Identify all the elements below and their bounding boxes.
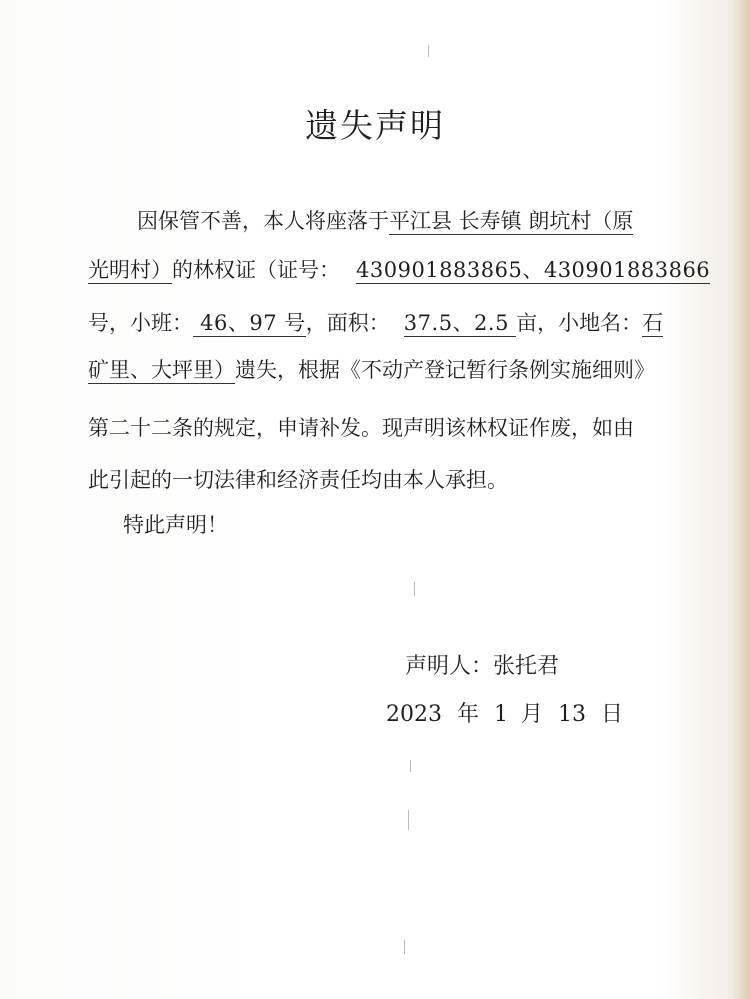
fold-mark xyxy=(414,582,415,596)
body-text: 第二十二条的规定，申请补发。现声明该林权证作废，如由 xyxy=(88,416,634,440)
body-line-2 xyxy=(88,255,710,285)
date-month-unit: 月 xyxy=(521,702,544,727)
body-text: 号，小班： xyxy=(88,311,193,335)
area-values: 37.5、2.5 xyxy=(403,311,517,335)
underlined-location: 平江县 长寿镇 朗坑村（原 xyxy=(389,209,634,233)
body-text: ，面积： xyxy=(305,311,390,335)
body-text: 的林权证（证号： xyxy=(172,258,340,282)
fold-mark xyxy=(410,760,411,772)
fold-mark xyxy=(428,45,429,57)
date-day-unit: 日 xyxy=(601,702,624,727)
date-year-unit: 年 xyxy=(457,702,480,727)
body-text: 此引起的一切法律和经济责任均由本人承担。 xyxy=(88,468,508,492)
date-day: 13 xyxy=(558,702,587,727)
certificate-numbers: 430901883865、430901883866 xyxy=(356,258,711,282)
fold-mark xyxy=(404,940,405,954)
declarant-signature: 声明人：张托君 xyxy=(405,654,560,679)
document-title: 遗失声明 xyxy=(305,106,445,145)
subcompartment-numbers: 46、97 号 xyxy=(193,311,306,335)
body-line-3 xyxy=(88,308,663,338)
body-line-4 xyxy=(88,355,655,385)
date-year: 2023 xyxy=(386,702,442,727)
fold-mark xyxy=(408,810,409,830)
body-line-5 xyxy=(88,413,634,443)
body-text: 亩，小地名： xyxy=(516,311,643,335)
body-line-6 xyxy=(88,465,508,495)
body-text: 遗失，根据《不动产登记暂行条例实施细则》 xyxy=(235,358,655,382)
underlined-place-name: 矿里、大坪里） xyxy=(88,358,235,382)
closing-statement: 特此声明！ xyxy=(123,513,228,537)
underlined-location: 光明村） xyxy=(88,258,172,282)
body-text: 因保管不善，本人将座落于 xyxy=(137,209,389,233)
underlined-place-name: 石 xyxy=(642,311,664,335)
body-line-1 xyxy=(137,206,633,236)
declaration-date xyxy=(386,700,623,730)
date-month: 1 xyxy=(494,702,509,727)
